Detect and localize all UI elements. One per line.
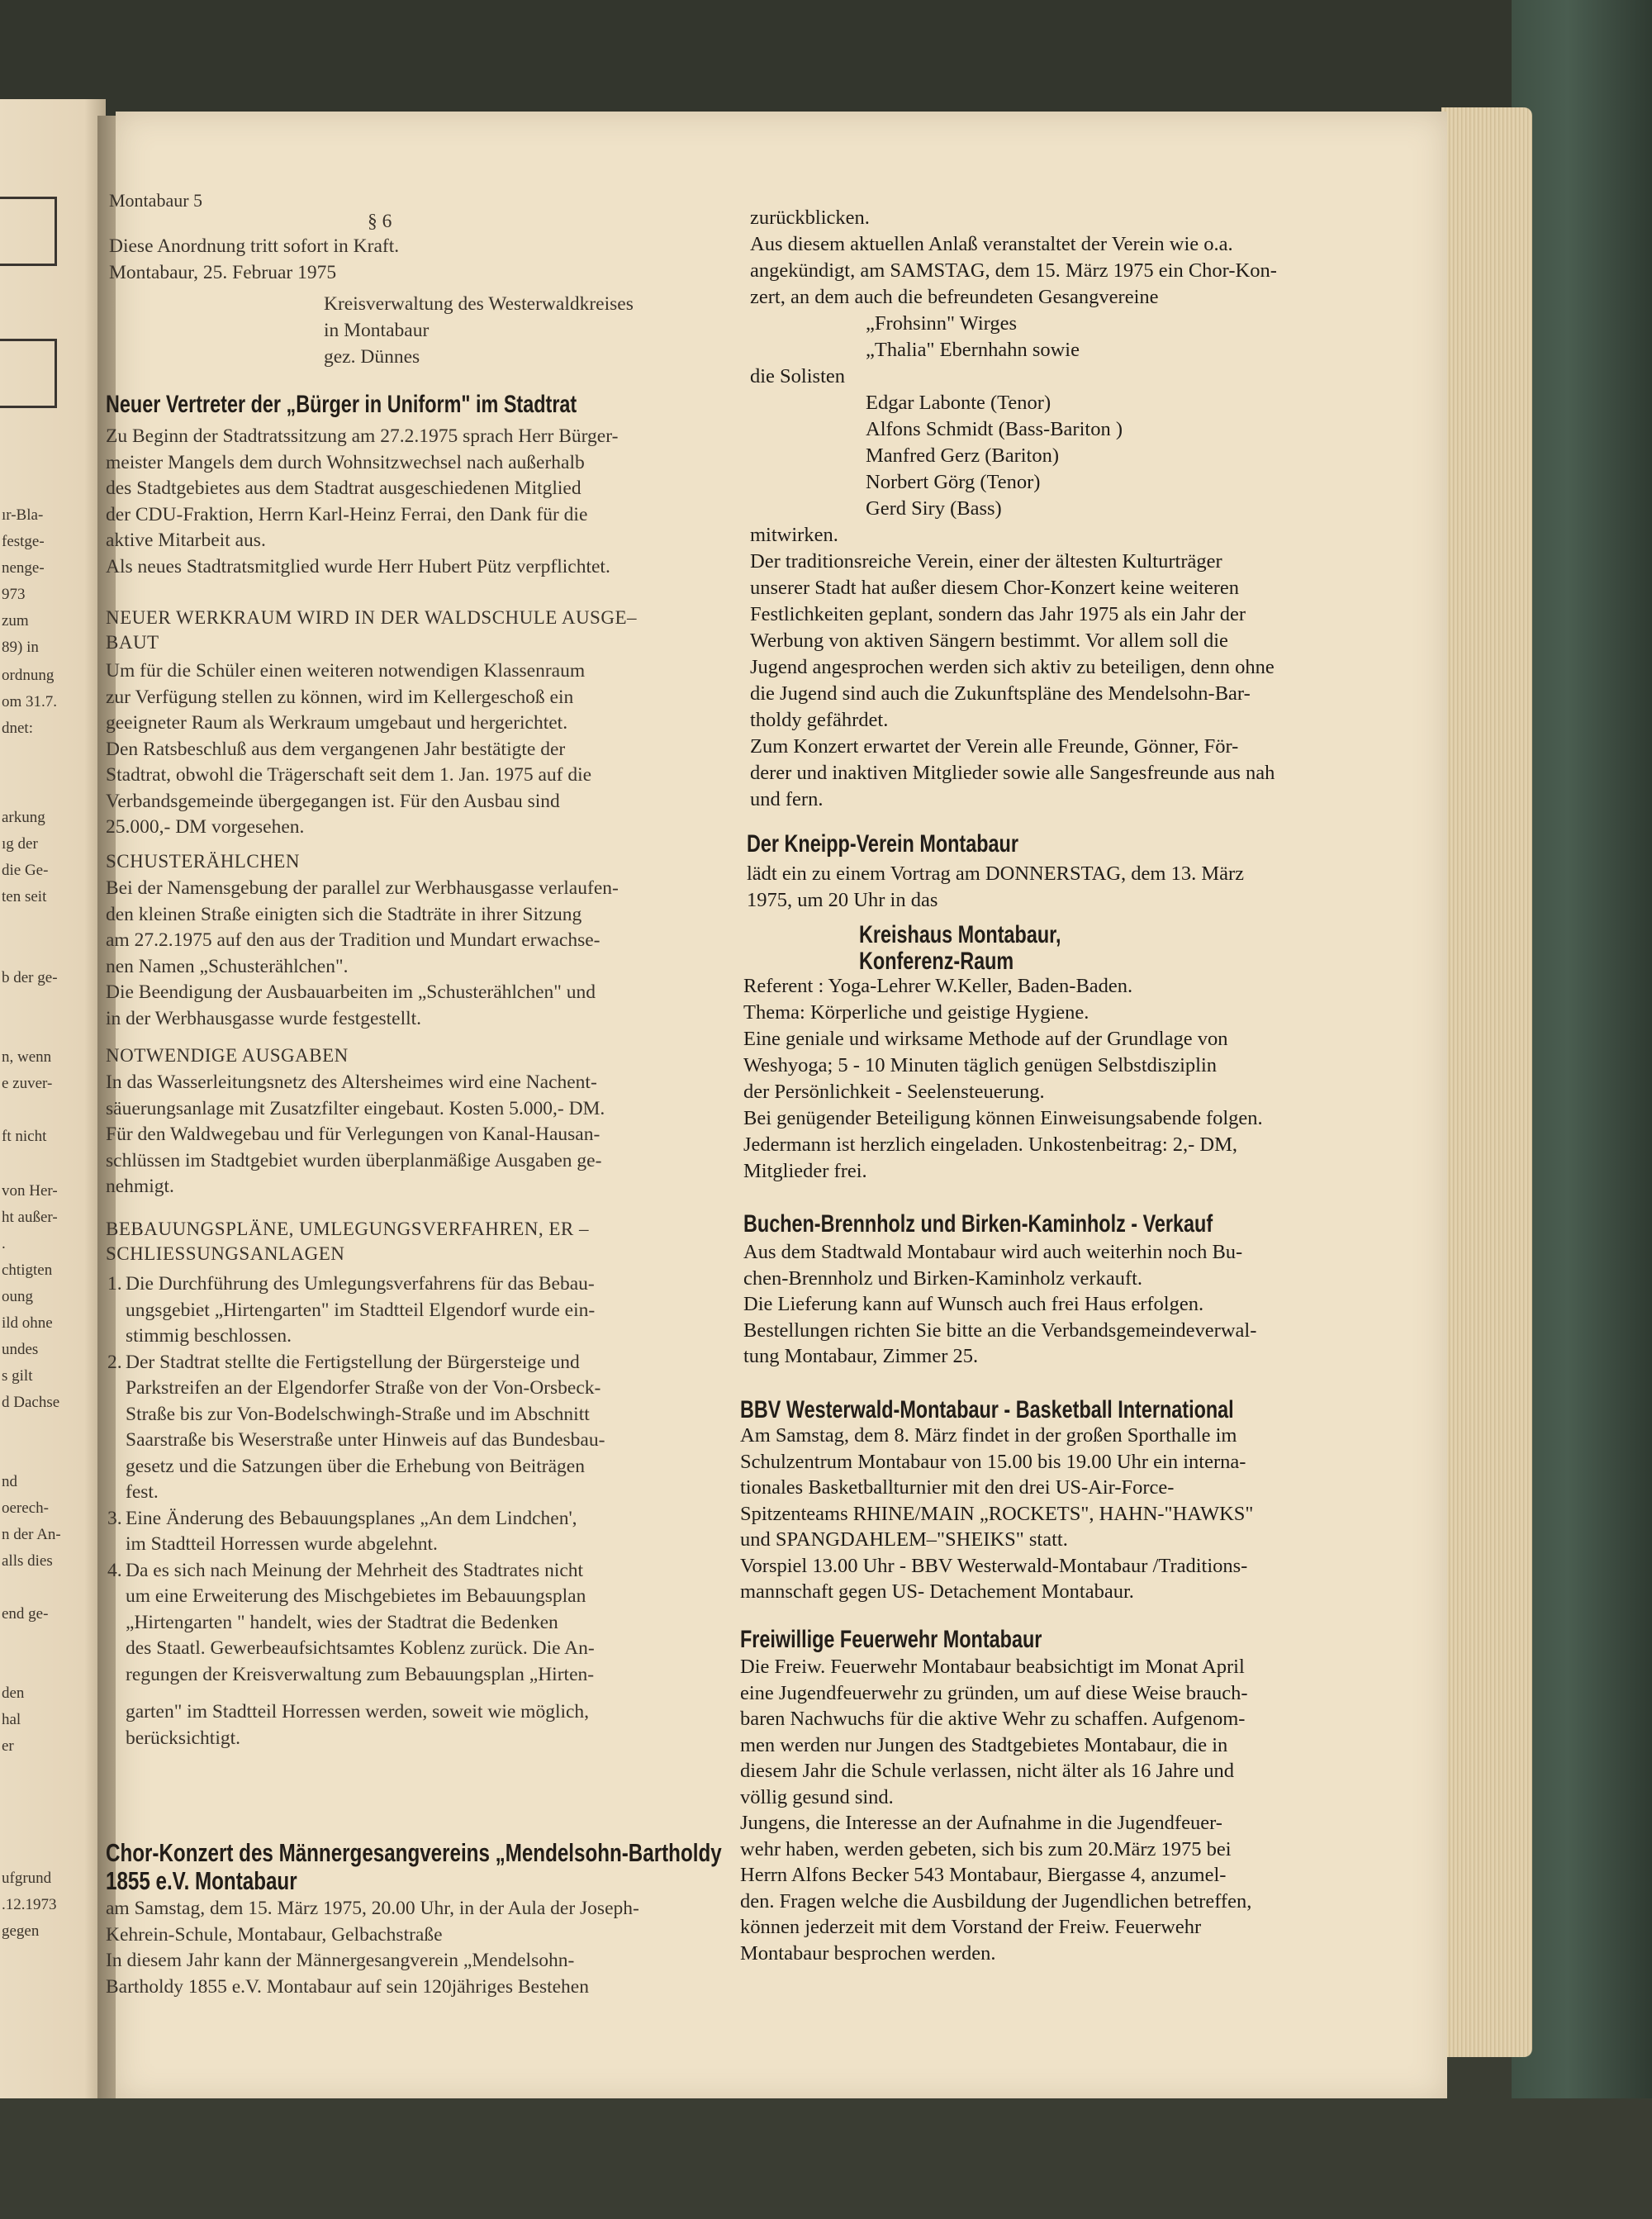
previous-page-line: ufgrund: [2, 1870, 52, 1887]
list-item-line: fest.: [126, 1481, 159, 1503]
right-column: [116, 112, 1447, 2012]
text-line: zert, an dem auch die befreundeten Gesangvereine: [750, 286, 1159, 308]
text-line: Jungens, die Interesse an der Aufnahme in die Jugendfeuer-: [740, 1812, 1222, 1834]
text-line: Edgar Labonte (Tenor): [866, 392, 1051, 414]
text-line: men werden nur Jungen des Stadtgebietes Montabaur, die in: [740, 1733, 1228, 1756]
table-background: [0, 2098, 1652, 2219]
text-line: Spitzenteams RHINE/MAIN „ROCKETS", HAHN-"HAWKS": [740, 1502, 1254, 1525]
text-line: säuerungsanlage mit Zusatzfilter eingebaut. Kosten 5.000,- DM.: [106, 1097, 605, 1119]
previous-page-line: ten seit: [2, 888, 47, 905]
text-line: schlüssen im Stadtgebiet wurden überplanmäßige Ausgaben ge-: [106, 1149, 602, 1171]
text-line: tionales Basketballturnier mit den drei US-Air-Force-: [740, 1476, 1175, 1499]
text-line: den. Fragen welche die Ausbildung der Jugendlichen betreffen,: [740, 1889, 1252, 1913]
text-line: Montabaur besprochen werden.: [740, 1941, 996, 1965]
previous-page-line: nd: [2, 1473, 17, 1490]
text-line: am Samstag, dem 15. März 1975, 20.00 Uhr, in der Aula der Joseph-: [106, 1898, 639, 1919]
text-line: Werbung von aktiven Sängern bestimmt. Vor allem soll die: [750, 630, 1228, 652]
text-line: des Stadtgebietes aus dem Stadtrat ausgeschiedenen Mitglied: [106, 478, 582, 499]
previous-page-line: oung: [2, 1288, 33, 1305]
list-item-line: Da es sich nach Meinung der Mehrheit des Stadtrates nicht: [126, 1559, 584, 1581]
book-cover-edge: [1512, 0, 1652, 2219]
text-line: 25.000,- DM vorgesehen.: [106, 816, 305, 838]
text-line: Bartholdy 1855 e.V. Montabaur auf sein 120jähriges Bestehen: [106, 1975, 589, 1998]
caps-heading: BEBAUUNGSPLÄNE, UMLEGUNGSVERFAHREN, ER –: [106, 1219, 590, 1239]
text-line: den kleinen Straße einigten sich die Stadträte in ihrer Sitzung: [106, 903, 582, 925]
previous-page-line: .12.1973: [2, 1896, 57, 1913]
text-line: Für den Waldwegebau und für Verlegungen von Kanal-Hausan-: [106, 1124, 601, 1145]
date-line: Montabaur, 25. Februar 1975: [109, 262, 337, 283]
text-line: derer und inaktiven Mitglieder sowie alle Sangesfreunde aus nah: [750, 762, 1275, 784]
text-line: Bei der Namensgebung der parallel zur Werbhausgasse verlaufen-: [106, 877, 619, 899]
list-item-line: um eine Erweiterung des Mischgebietes im Bebauungsplan: [126, 1585, 586, 1607]
text-line: Die Freiw. Feuerwehr Montabaur beabsichtigt im Monat April: [740, 1656, 1245, 1678]
previous-page-line: alls dies: [2, 1552, 53, 1570]
text-line: Herrn Alfons Becker 543 Montabaur, Biergasse 4, anzumel-: [740, 1864, 1227, 1886]
text-line: eine Jugendfeuerwehr zu gründen, um auf diese Weise brauch-: [740, 1681, 1248, 1704]
section-heading: Neuer Vertreter der „Bürger in Uniform" im Stadtrat: [106, 391, 577, 418]
previous-page-line: die Ge-: [2, 862, 49, 879]
text-line: geeigneter Raum als Werkraum umgebaut und hergerichtet.: [106, 712, 568, 734]
previous-page-line: undes: [2, 1341, 39, 1358]
previous-page-line: ır-Bla-: [2, 506, 44, 524]
list-number: 2.: [107, 1351, 122, 1373]
previous-page-line: dnet:: [2, 720, 33, 737]
previous-page-line: ft nicht: [2, 1128, 47, 1145]
previous-page-line: n der An-: [2, 1526, 61, 1543]
text-line: Verbandsgemeinde übergegangen ist. Für den Ausbau sind: [106, 790, 560, 812]
text-line: können jederzeit mit dem Vorstand der Freiw. Feuerwehr: [740, 1916, 1202, 1938]
previous-page-strip: [0, 99, 106, 2181]
list-item-line: Parkstreifen an der Elgendorfer Straße von der Von-Orsbeck-: [126, 1377, 601, 1399]
text-line: der CDU-Fraktion, Herrn Karl-Heinz Ferrai, den Dank für die: [106, 503, 588, 525]
paragraph-symbol: § 6: [368, 211, 392, 232]
list-item-line: im Stadtteil Horressen wurde abgelehnt.: [126, 1533, 438, 1555]
list-item-line: Saarstraße bis Weserstraße unter Hinweis auf das Bundesbau-: [126, 1429, 605, 1451]
section-heading: Freiwillige Feuerwehr Montabaur: [740, 1626, 1042, 1653]
text-line: Bestellungen richten Sie bitte an die Verbandsgemeindeverwal-: [743, 1319, 1257, 1342]
previous-page-line: chtigten: [2, 1262, 53, 1279]
text-line: meister Mangels dem durch Wohnsitzwechsel nach außerhalb: [106, 451, 585, 473]
list-item-line: Eine Änderung des Bebauungsplanes „An dem Lindchen',: [126, 1507, 577, 1529]
venue-heading: Kreishaus Montabaur,: [859, 921, 1061, 948]
text-line: Zu Beginn der Stadtratssitzung am 27.2.1975 sprach Herr Bürger-: [106, 425, 619, 447]
text-line: Jedermann ist herzlich eingeladen. Unkostenbeitrag: 2,- DM,: [743, 1133, 1238, 1156]
previous-page-box: [0, 339, 57, 408]
previous-page-line: 973: [2, 586, 26, 603]
previous-page-line: ordnung: [2, 667, 55, 684]
text-line: angekündigt, am SAMSTAG, dem 15. März 1975 ein Chor-Kon-: [750, 259, 1277, 282]
previous-page-box: [0, 197, 57, 266]
text-line: In das Wasserleitungsnetz des Altersheimes wird eine Nachent-: [106, 1071, 597, 1093]
soloists-label: die Solisten: [750, 365, 846, 387]
previous-page-line: zum: [2, 612, 29, 630]
previous-page-line: er: [2, 1737, 14, 1755]
text-line: Thema: Körperliche und geistige Hygiene.: [743, 1001, 1089, 1024]
text-line: In diesem Jahr kann der Männergesangverein „Mendelsohn-: [106, 1950, 575, 1971]
text-line: nehmigt.: [106, 1176, 174, 1197]
list-item-line: berücksichtigt.: [126, 1727, 241, 1749]
previous-page-line: e zuver-: [2, 1075, 53, 1092]
text-line: Kehrein-Schule, Montabaur, Gelbachstraße: [106, 1923, 443, 1946]
text-line: Bei genügender Beteiligung können Einweisungsabende folgen.: [743, 1107, 1263, 1129]
text-line: tung Montabaur, Zimmer 25.: [743, 1345, 979, 1367]
list-item-line: gesetz und die Satzungen über die Erhebung von Beiträgen: [126, 1455, 585, 1477]
text-line: wehr haben, werden gebeten, sich bis zum 20.März 1975 bei: [740, 1837, 1232, 1860]
caps-heading: SCHLIESSUNGSANLAGEN: [106, 1243, 345, 1264]
caps-heading: NEUER WERKRAUM WIRD IN DER WALDSCHULE AUSGE–: [106, 607, 637, 628]
previous-page-line: arkung: [2, 809, 45, 826]
section-heading: Chor-Konzert des Männergesangvereins „Mendelsohn-Bartholdy: [106, 1838, 722, 1867]
caps-heading: NOTWENDIGE AUSGABEN: [106, 1045, 349, 1066]
list-number: 1.: [107, 1273, 122, 1295]
previous-page-line: .: [2, 1235, 6, 1252]
list-item-line: stimmig beschlossen.: [126, 1325, 292, 1347]
list-number: 4.: [107, 1559, 122, 1581]
text-line: Um für die Schüler einen weiteren notwendigen Klassenraum: [106, 660, 586, 682]
text-line: der Persönlichkeit - Seelensteuerung.: [743, 1081, 1045, 1103]
text-line: zur Verfügung stellen zu können, wird im Kellergeschoß ein: [106, 686, 574, 708]
text-line: Gerd Siry (Bass): [866, 497, 1002, 520]
previous-page-line: ht außer-: [2, 1209, 58, 1226]
text-line: Eine geniale und wirksame Methode auf der Grundlage von: [743, 1028, 1228, 1050]
previous-page-line: 89) in: [2, 639, 39, 656]
section-heading: 1855 e.V. Montabaur: [106, 1866, 297, 1895]
previous-page-line: festge-: [2, 533, 45, 550]
caps-heading: BAUT: [106, 632, 159, 653]
list-item-line: Die Durchführung des Umlegungsverfahrens für das Bebau-: [126, 1273, 595, 1295]
section-heading: BBV Westerwald-Montabaur - Basketball International: [740, 1396, 1234, 1423]
previous-page-line: n, wenn: [2, 1048, 52, 1066]
text-line: Manfred Gerz (Bariton): [866, 444, 1060, 467]
section-heading: Der Kneipp-Verein Montabaur: [747, 830, 1018, 858]
venue-heading: Konferenz-Raum: [859, 948, 1014, 975]
previous-page-line: gegen: [2, 1922, 40, 1940]
text-line: aktive Mitarbeit aus.: [106, 530, 266, 551]
previous-page-line: om 31.7.: [2, 693, 58, 710]
text-line: die Jugend sind auch die Zukunftspläne des Mendelsohn-Bar-: [750, 682, 1251, 705]
text-line: Jugend angesprochen werden sich aktiv zu beteiligen, denn ohne: [750, 656, 1275, 678]
list-item-line: Der Stadtrat stellte die Fertigstellung der Bürgersteige und: [126, 1351, 580, 1373]
previous-page-line: ild ohne: [2, 1314, 53, 1332]
previous-page-line: nenge-: [2, 559, 45, 577]
list-item-line: „Hirtengarten " handelt, wies der Stadtrat die Bedenken: [126, 1611, 558, 1633]
text-line: völlig gesund sind.: [740, 1785, 894, 1808]
list-item-line: Straße bis zur Von-Bodelschwingh-Straße und im Abschnitt: [126, 1403, 590, 1425]
text-line: am 27.2.1975 auf den aus der Tradition und Mundart erwachse-: [106, 929, 601, 951]
document-page: [106, 112, 1447, 2103]
list-item-line: des Staatl. Gewerbeaufsichtsamtes Koblenz zurück. Die An-: [126, 1637, 595, 1659]
text-line: und fern.: [750, 788, 824, 810]
text-line: chen-Brennholz und Birken-Kaminholz verkauft.: [743, 1266, 1143, 1290]
text-line: diesem Jahr die Schule verlassen, nicht älter als 16 Jahre und: [740, 1760, 1235, 1782]
text-line: baren Nachwuchs für die aktive Wehr zu schaffen. Aufgenom-: [740, 1708, 1246, 1730]
previous-page-line: den: [2, 1684, 25, 1702]
section-heading: Buchen-Brennholz und Birken-Kaminholz - Verkauf: [743, 1210, 1213, 1238]
page-header: Montabaur 5: [109, 190, 203, 211]
previous-page-line: b der ge-: [2, 969, 58, 986]
text-line: Festlichkeiten geplant, sondern das Jahr 1975 als ein Jahr der: [750, 603, 1246, 625]
text-line: zurückblicken.: [750, 207, 870, 229]
text-line: Alfons Schmidt (Bass-Bariton ): [866, 418, 1123, 440]
text-line: 1975, um 20 Uhr in das: [747, 889, 938, 911]
text-line: Referent : Yoga-Lehrer W.Keller, Baden-Baden.: [743, 975, 1133, 997]
text-line: Aus dem Stadtwald Montabaur wird auch weiterhin noch Bu-: [743, 1241, 1243, 1263]
effective-line: Diese Anordnung tritt sofort in Kraft.: [109, 235, 400, 257]
list-item-line: garten" im Stadtteil Horressen werden, soweit wie möglich,: [126, 1701, 590, 1722]
previous-page-line: oerech-: [2, 1499, 49, 1517]
text-line: Die Lieferung kann auf Wunsch auch frei Haus erfolgen.: [743, 1293, 1204, 1315]
text-line: mitwirken.: [750, 524, 838, 546]
signature-line: in Montabaur: [324, 320, 430, 341]
text-line: nen Namen „Schusterählchen".: [106, 955, 349, 977]
text-line: tholdy gefährdet.: [750, 709, 889, 731]
page-stack-edge: [1441, 107, 1532, 2057]
text-line: Vorspiel 13.00 Uhr - BBV Westerwald-Montabaur /Traditions-: [740, 1554, 1248, 1577]
text-line: in der Werbhausgasse wurde festgestellt.: [106, 1007, 422, 1029]
list-item-line: regungen der Kreisverwaltung zum Bebauungsplan „Hirten-: [126, 1663, 595, 1685]
caps-heading: SCHUSTERÄHLCHEN: [106, 851, 300, 872]
list-number: 3.: [107, 1507, 122, 1529]
list-item-line: ungsgebiet „Hirtengarten" im Stadtteil Elgendorf wurde ein-: [126, 1299, 596, 1321]
text-line: unserer Stadt hat außer diesem Chor-Konzert keine weiteren: [750, 577, 1240, 599]
previous-page-line: end ge-: [2, 1605, 49, 1623]
previous-page-line: hal: [2, 1711, 21, 1728]
text-line: lädt ein zu einem Vortrag am DONNERSTAG, dem 13. März: [747, 862, 1245, 885]
text-line: Am Samstag, dem 8. März findet in der großen Sporthalle im: [740, 1424, 1237, 1447]
previous-page-line: s gilt: [2, 1367, 33, 1385]
text-line: mannschaft gegen US- Detachement Montabaur.: [740, 1580, 1134, 1603]
text-line: Weshyoga; 5 - 10 Minuten täglich genügen Selbstdisziplin: [743, 1054, 1218, 1076]
text-line: Der traditionsreiche Verein, einer der ältesten Kulturträger: [750, 550, 1222, 573]
text-line: „Thalia" Ebernhahn sowie: [866, 339, 1080, 361]
signature-line: Kreisverwaltung des Westerwaldkreises: [324, 293, 634, 315]
text-line: Stadtrat, obwohl die Trägerschaft seit dem 1. Jan. 1975 auf die: [106, 764, 592, 786]
text-line: Mitglieder frei.: [743, 1160, 867, 1182]
text-line: Zum Konzert erwartet der Verein alle Freunde, Gönner, För-: [750, 735, 1239, 758]
previous-page-line: d Dachse: [2, 1394, 60, 1411]
text-line: und SPANGDAHLEM–"SHEIKS" statt.: [740, 1528, 1068, 1551]
previous-page-line: ıg der: [2, 835, 38, 853]
text-line: Schulzentrum Montabaur von 15.00 bis 19.00 Uhr ein interna-: [740, 1450, 1246, 1473]
text-line: Als neues Stadtratsmitglied wurde Herr Hubert Pütz verpflichtet.: [106, 555, 610, 577]
text-line: „Frohsinn" Wirges: [866, 312, 1018, 335]
text-line: Den Ratsbeschluß aus dem vergangenen Jahr bestätigte der: [106, 738, 566, 760]
text-line: Die Beendigung der Ausbauarbeiten im „Schusterählchen" und: [106, 981, 596, 1003]
text-line: Aus diesem aktuellen Anlaß veranstaltet der Verein wie o.a.: [750, 233, 1233, 255]
previous-page-line: von Her-: [2, 1182, 58, 1200]
text-line: Norbert Görg (Tenor): [866, 471, 1041, 493]
signature-line: gez. Dünnes: [324, 346, 420, 368]
